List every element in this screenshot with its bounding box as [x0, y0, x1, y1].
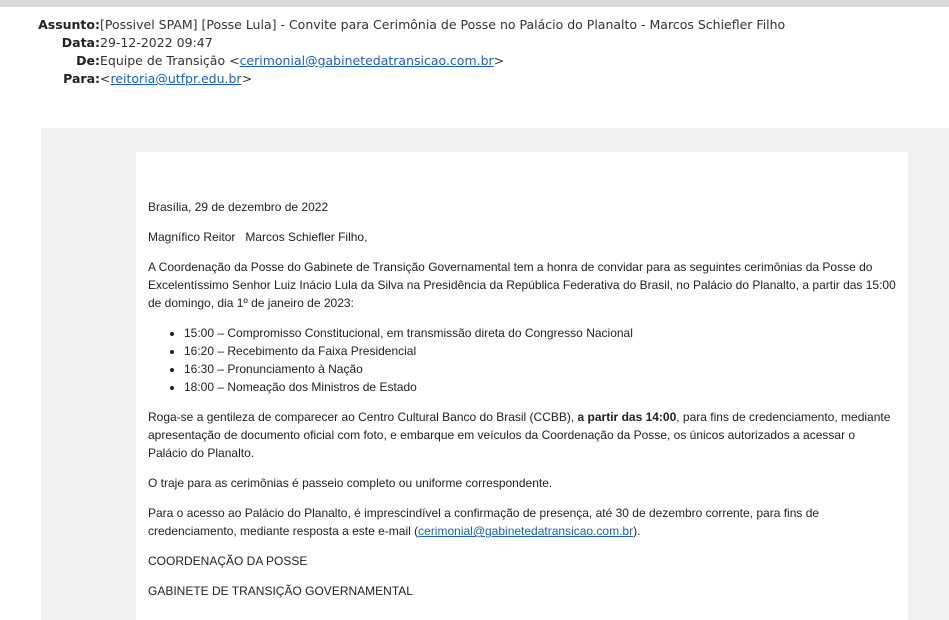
greeting: Magnífico Reitor Marcos Schiefler Filho, [148, 230, 368, 244]
message-body [148, 198, 896, 612]
from-email-link[interactable]: cerimonial@gabinetedatransicao.com.br [239, 53, 494, 68]
list-item: • 18:00 – Nomeação dos Ministros de Estado [184, 378, 896, 396]
access-text-a: Para o acesso ao Palácio do Planalto, é imprescindível a confirmação de presença, até 30 de dezembro corrente, para fins de credenciamento, mediante resposta a este e-mail ( [148, 506, 820, 538]
request-text-b: , para fins de credenciamento, mediante apresentação de documento oficial com foto, e embarque em veículos da Coordenação da Posse, os únicos autorizados a acessar o Palácio do Planalto. [148, 410, 891, 460]
signature-line-2: GABINETE DE TRANSIÇÃO GOVERNAMENTAL [148, 584, 413, 598]
to-email-link[interactable]: reitoria@utfpr.edu.br [110, 71, 242, 86]
list-item: • 15:00 – Compromisso Constitucional, em transmissão direta do Congresso Nacional [184, 324, 896, 342]
from-name: Equipe de Transição < [100, 53, 240, 68]
subject-row [0, 16, 785, 34]
access-email-link[interactable]: cerimonial@gabinetedatransicao.com.br [418, 524, 634, 538]
from-close: > [493, 53, 505, 68]
schedule-list [148, 324, 896, 396]
date-label: Data: [61, 35, 100, 50]
to-row [0, 70, 252, 88]
request-time: a partir das 14:00 [577, 410, 677, 424]
to-open: < [100, 71, 111, 86]
request-paragraph [148, 408, 896, 462]
list-item: • 16:20 – Recebimento da Faixa Presidencial [184, 342, 896, 360]
from-row [0, 52, 504, 70]
date-row [0, 34, 213, 52]
from-label: De: [76, 53, 100, 68]
top-bar [0, 0, 949, 7]
list-item: • 16:30 – Pronunciamento à Nação [184, 360, 896, 378]
signature-line-1: COORDENAÇÃO DA POSSE [148, 554, 308, 568]
to-label: Para: [63, 71, 100, 86]
dress-paragraph: O traje para as cerimônias é passeio completo ou uniforme correspondente. [148, 476, 553, 490]
subject-label: Assunto: [38, 17, 100, 32]
access-paragraph [148, 504, 896, 540]
subject-text: [Possivel SPAM] [Posse Lula] - Convite para Cerimônia de Posse no Palácio do Planalto - Marcos Schiefler Filho [100, 17, 786, 32]
request-text-a: Roga-se a gentileza de comparecer ao Centro Cultural Banco do Brasil (CCBB), [148, 410, 578, 424]
date-text: 29-12-2022 09:47 [100, 35, 213, 50]
place-date: Brasília, 29 de dezembro de 2022 [148, 200, 329, 214]
to-close: > [241, 71, 253, 86]
access-text-b: ). [633, 524, 641, 538]
intro-paragraph: A Coordenação da Posse do Gabinete de Transição Governamental tem a honra de convidar para as seguintes cerimônias da Posse do Excelentíssimo Senhor Luiz Inácio Lula da Silva na Presidência da República Federativa do Brasil, no Palácio do Planalto, a partir das 15:00 de domingo, dia 1º de janeiro de 2023: [148, 260, 896, 310]
